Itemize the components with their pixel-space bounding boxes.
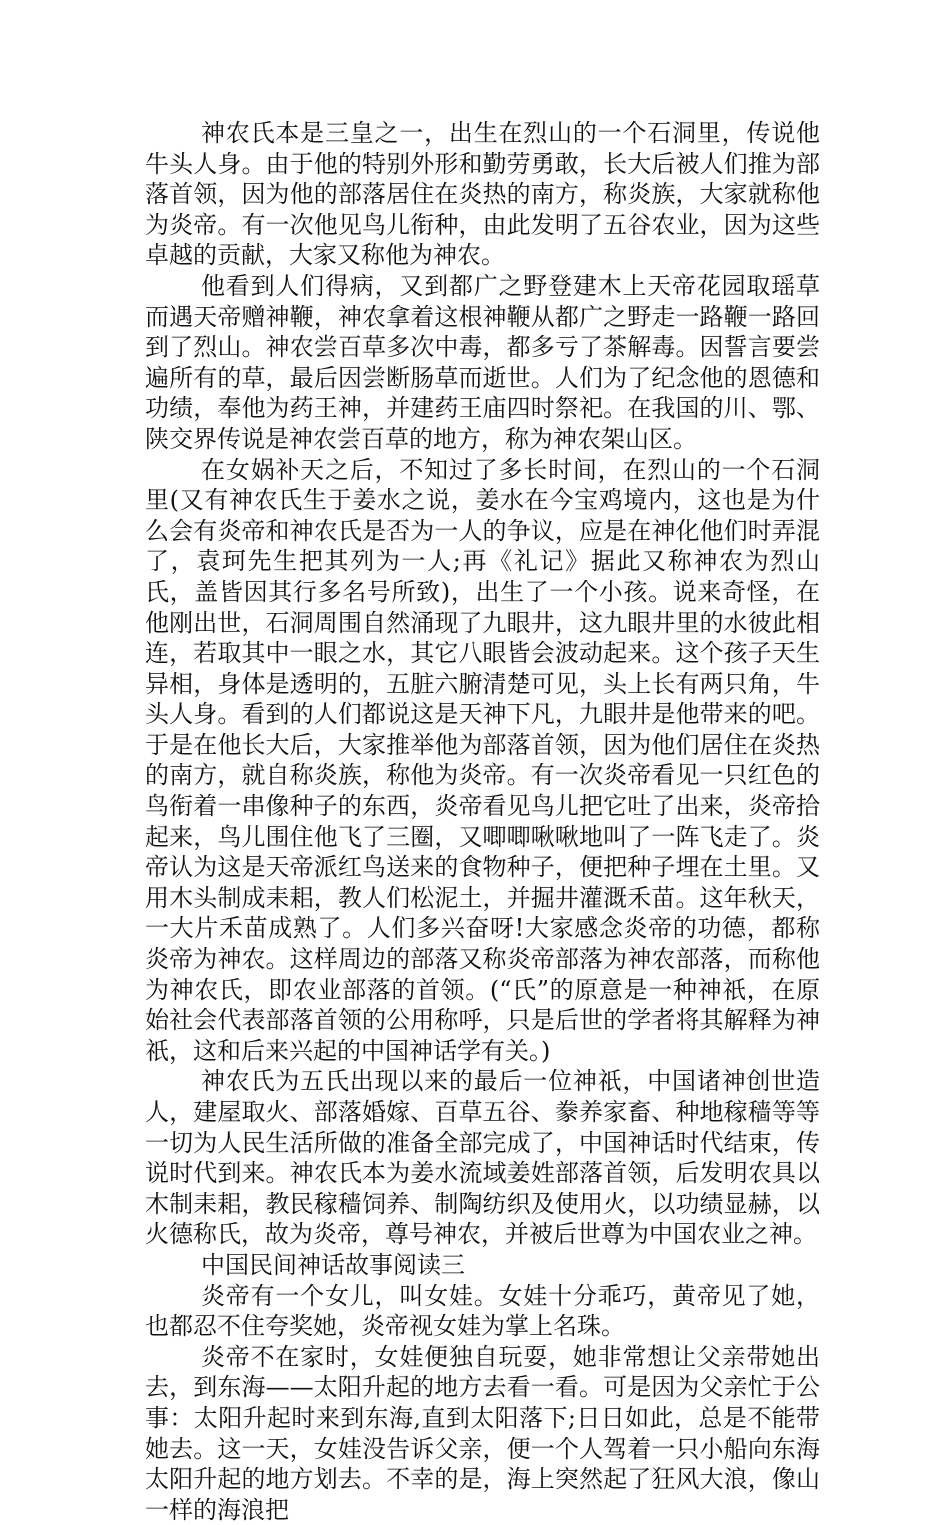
paragraph: 炎帝有一个女儿，叫女娃。女娃十分乖巧，黄帝见了她，也都忍不住夸奖她，炎帝视女娃为掌上名珠。 <box>145 1281 820 1341</box>
paragraph: 神农氏本是三皇之一，出生在烈山的一个石洞里，传说他牛头人身。由于他的特别外形和勤劳勇敢，长大后被人们推为部落首领，因为他的部落居住在炎热的南方，称炎族，大家就称他为炎帝。有一次他见鸟儿衔种，由此发明了五谷农业，因为这些卓越的贡献，大家又称他为神农。 <box>145 119 820 270</box>
paragraph: 在女娲补天之后，不知过了多长时间，在烈山的一个石洞里(又有神农氏生于姜水之说，姜水在今宝鸡境内，这也是为什么会有炎帝和神农氏是否为一人的争议，应是在神化他们时弄混了，袁珂先生把其列为一人;再《礼记》据此又称神农为烈山氏，盖皆因其行多名号所致)，出生了一个小孩。说来奇怪，在他刚出世，石洞周围自然涌现了九眼井，这九眼井里的水彼此相连，若取其中一眼之水，其它八眼皆会波动起来。这个孩子天生异相，身体是透明的，五脏六腑清楚可见，头上长有两只角，牛头人身。看到的人们都说这是天神下凡，九眼井是他带来的吧。于是在他长大后，大家推举他为部落首领，因为他们居住在炎热的南方，就自称炎族，称他为炎帝。有一次炎帝看见一只红色的鸟衔着一串像种子的东西，炎帝看见鸟儿把它吐了出来，炎帝拾起来，鸟儿围住他飞了三圈，又唧唧啾啾地叫了一阵飞走了。炎帝认为这是天帝派红鸟送来的食物种子，便把种子埋在土里。又用木头制成耒耜，教人们松泥土，并掘井灌溉禾苗。这年秋天，一大片禾苗成熟了。人们多兴奋呀!大家感念炎帝的功德，都称炎帝为神农。这样周边的部落又称炎帝部落为神农部落，而称他为神农氏，即农业部落的首领。(“氏”的原意是一种神祇，在原始社会代表部落首领的公用称呼，只是后世的学者将其解释为神祇，这和后来兴起的中国神话学有关。) <box>145 455 820 1065</box>
paragraph: 炎帝不在家时，女娃便独自玩耍，她非常想让父亲带她出去，到东海——太阳升起的地方去看一看。可是因为父亲忙于公事：太阳升起时来到东海,直到太阳落下;日日如此，总是不能带她去。这一天，女娃没告诉父亲，便一个人驾着一只小船向东海太阳升起的地方划去。不幸的是，海上突然起了狂风大浪，像山一样的海浪把 <box>145 1342 820 1524</box>
section-title: 中国民间神话故事阅读三 <box>201 1250 465 1279</box>
document-body <box>145 118 820 1525</box>
paragraph: 神农氏为五氏出现以来的最后一位神祇，中国诸神创世造人，建屋取火、部落婚嫁、百草五谷、豢养家畜、种地稼穑等等一切为人民生活所做的准备全部完成了，中国神话时代结束，传说时代到来。神农氏本为姜水流域姜姓部落首领，后发明农具以木制耒耜，教民稼穑饲养、制陶纺织及使用火，以功绩显赫，以火德称氏，故为炎帝，尊号神农，并被后世尊为中国农业之神。 <box>145 1067 820 1249</box>
paragraph: 他看到人们得病，又到都广之野登建木上天帝花园取瑶草而遇天帝赠神鞭，神农拿着这根神鞭从都广之野走一路鞭一路回到了烈山。神农尝百草多次中毒，都多亏了茶解毒。因誓言要尝遍所有的草，最后因尝断肠草而逝世。人们为了纪念他的恩德和功绩，奉他为药王神，并建药王庙四时祭祀。在我国的川、鄂、陕交界传说是神农尝百草的地方，称为神农架山区。 <box>145 271 820 453</box>
